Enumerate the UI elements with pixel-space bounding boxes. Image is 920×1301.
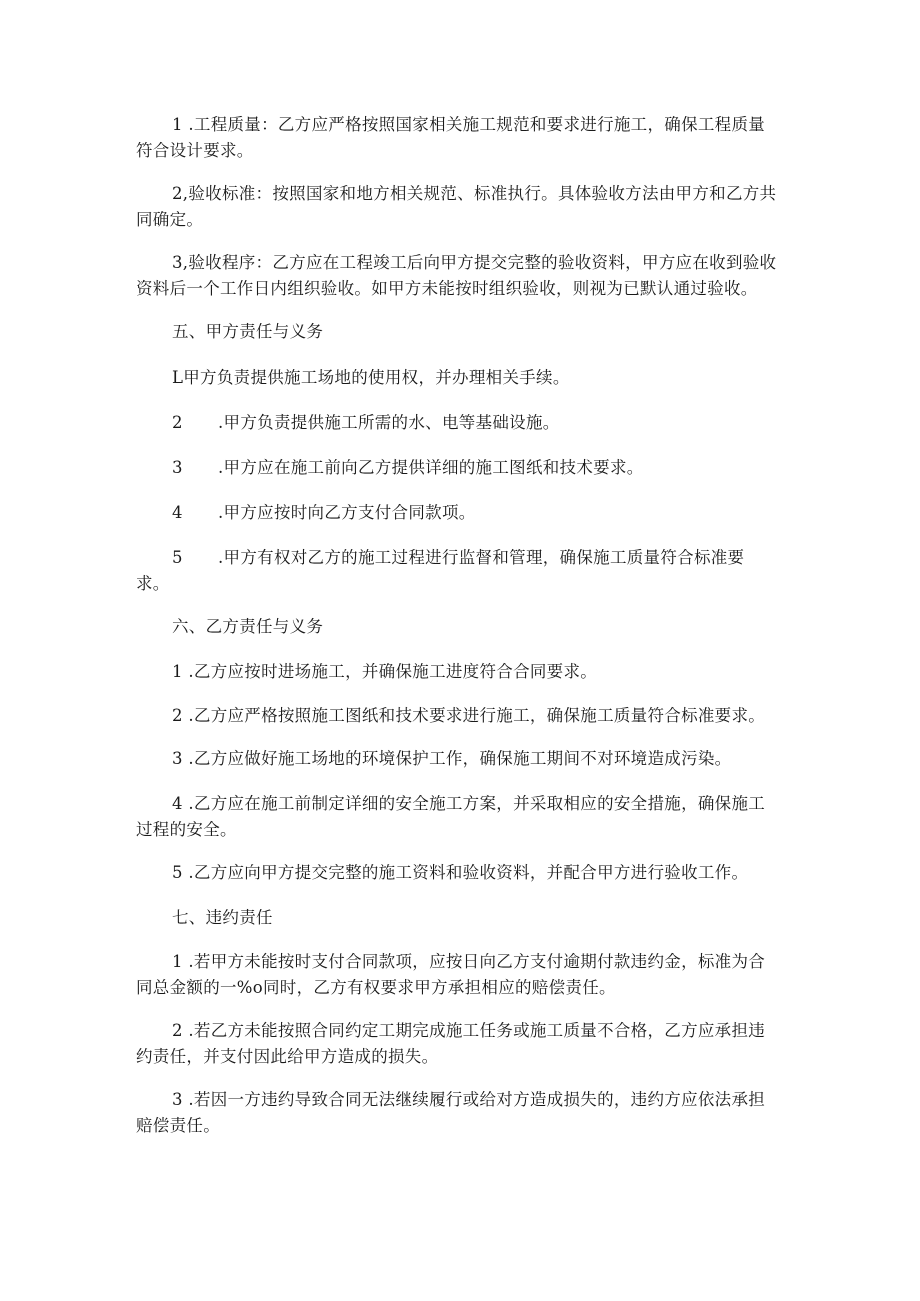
party-a-item-5-line-2: 求。 — [136, 574, 170, 593]
breach-item-3-line-1: 3 .若因一方违约导致合同无法继续履行或给对方造成损失的，违约方应依法承担 — [172, 1090, 766, 1109]
item-text: .甲方有权对乙方的施工过程进行监督和管理，确保施工质量符合标准要 — [218, 548, 745, 567]
item-text: .甲方负责提供施工所需的水、电等基础设施。 — [218, 413, 560, 432]
quality-line-2: 符合设计要求。 — [136, 141, 254, 160]
breach-item-1-line-1: 1 .若甲方未能按时支付合同款项，应按日向乙方支付逾期付款违约金，标准为合 — [172, 952, 766, 971]
acceptance-procedure-line-1: 3,验收程序：乙方应在工程竣工后向甲方提交完整的验收资料，甲方应在收到验收 — [172, 253, 777, 272]
section-6-heading: 六、乙方责任与义务 — [172, 617, 324, 636]
party-a-item-3 — [172, 451, 644, 485]
item-number: 3 — [172, 458, 183, 477]
breach-item-2-line-2: 约责任，并支付因此给甲方造成的损失。 — [136, 1047, 439, 1066]
acceptance-procedure-line-2: 资料后一个工作日内组织验收。如甲方未能按时组织验收，则视为已默认通过验收。 — [136, 279, 758, 298]
party-b-item-2: 2 .乙方应严格按照施工图纸和技术要求进行施工，确保施工质量符合标准要求。 — [172, 706, 766, 725]
breach-item-1-line-2: 同总金额的一%o同时，乙方有权要求甲方承担相应的赔偿责任。 — [136, 978, 616, 997]
party-b-item-3: 3 .乙方应做好施工场地的环境保护工作，确保施工期间不对环境造成污染。 — [172, 749, 732, 768]
item-number: 2 — [172, 413, 183, 432]
item-number: 4 — [172, 503, 183, 522]
party-b-item-4-line-1: 4 .乙方应在施工前制定详细的安全施工方案，并采取相应的安全措施，确保施工 — [172, 794, 766, 813]
party-b-item-1: 1 .乙方应按时进场施工，并确保施工进度符合合同要求。 — [172, 662, 598, 681]
section-5-heading: 五、甲方责任与义务 — [172, 322, 324, 341]
acceptance-standard-line-2: 同确定。 — [136, 210, 204, 229]
party-b-item-5: 5 .乙方应向甲方提交完整的施工资料和验收资料，并配合甲方进行验收工作。 — [172, 863, 749, 882]
party-a-item-4 — [172, 496, 476, 530]
item-text: .甲方应按时向乙方支付合同款项。 — [218, 503, 476, 522]
breach-item-2-line-1: 2 .若乙方未能按照合同约定工期完成施工任务或施工质量不合格，乙方应承担违 — [172, 1021, 766, 1040]
party-a-item-1: L甲方负责提供施工场地的使用权，并办理相关手续。 — [172, 368, 570, 387]
item-number: 5 — [172, 548, 183, 567]
party-b-item-4-line-2: 过程的安全。 — [136, 820, 237, 839]
acceptance-standard-line-1: 2,验收标准：按照国家和地方相关规范、标准执行。具体验收方法由甲方和乙方共 — [172, 184, 777, 203]
party-a-item-2 — [172, 406, 560, 440]
quality-line-1: 1 .工程质量：乙方应严格按照国家相关施工规范和要求进行施工，确保工程质量 — [172, 115, 766, 134]
breach-item-3-line-2: 赔偿责任。 — [136, 1116, 220, 1135]
item-text: .甲方应在施工前向乙方提供详细的施工图纸和技术要求。 — [218, 458, 644, 477]
section-7-heading: 七、违约责任 — [172, 908, 273, 927]
